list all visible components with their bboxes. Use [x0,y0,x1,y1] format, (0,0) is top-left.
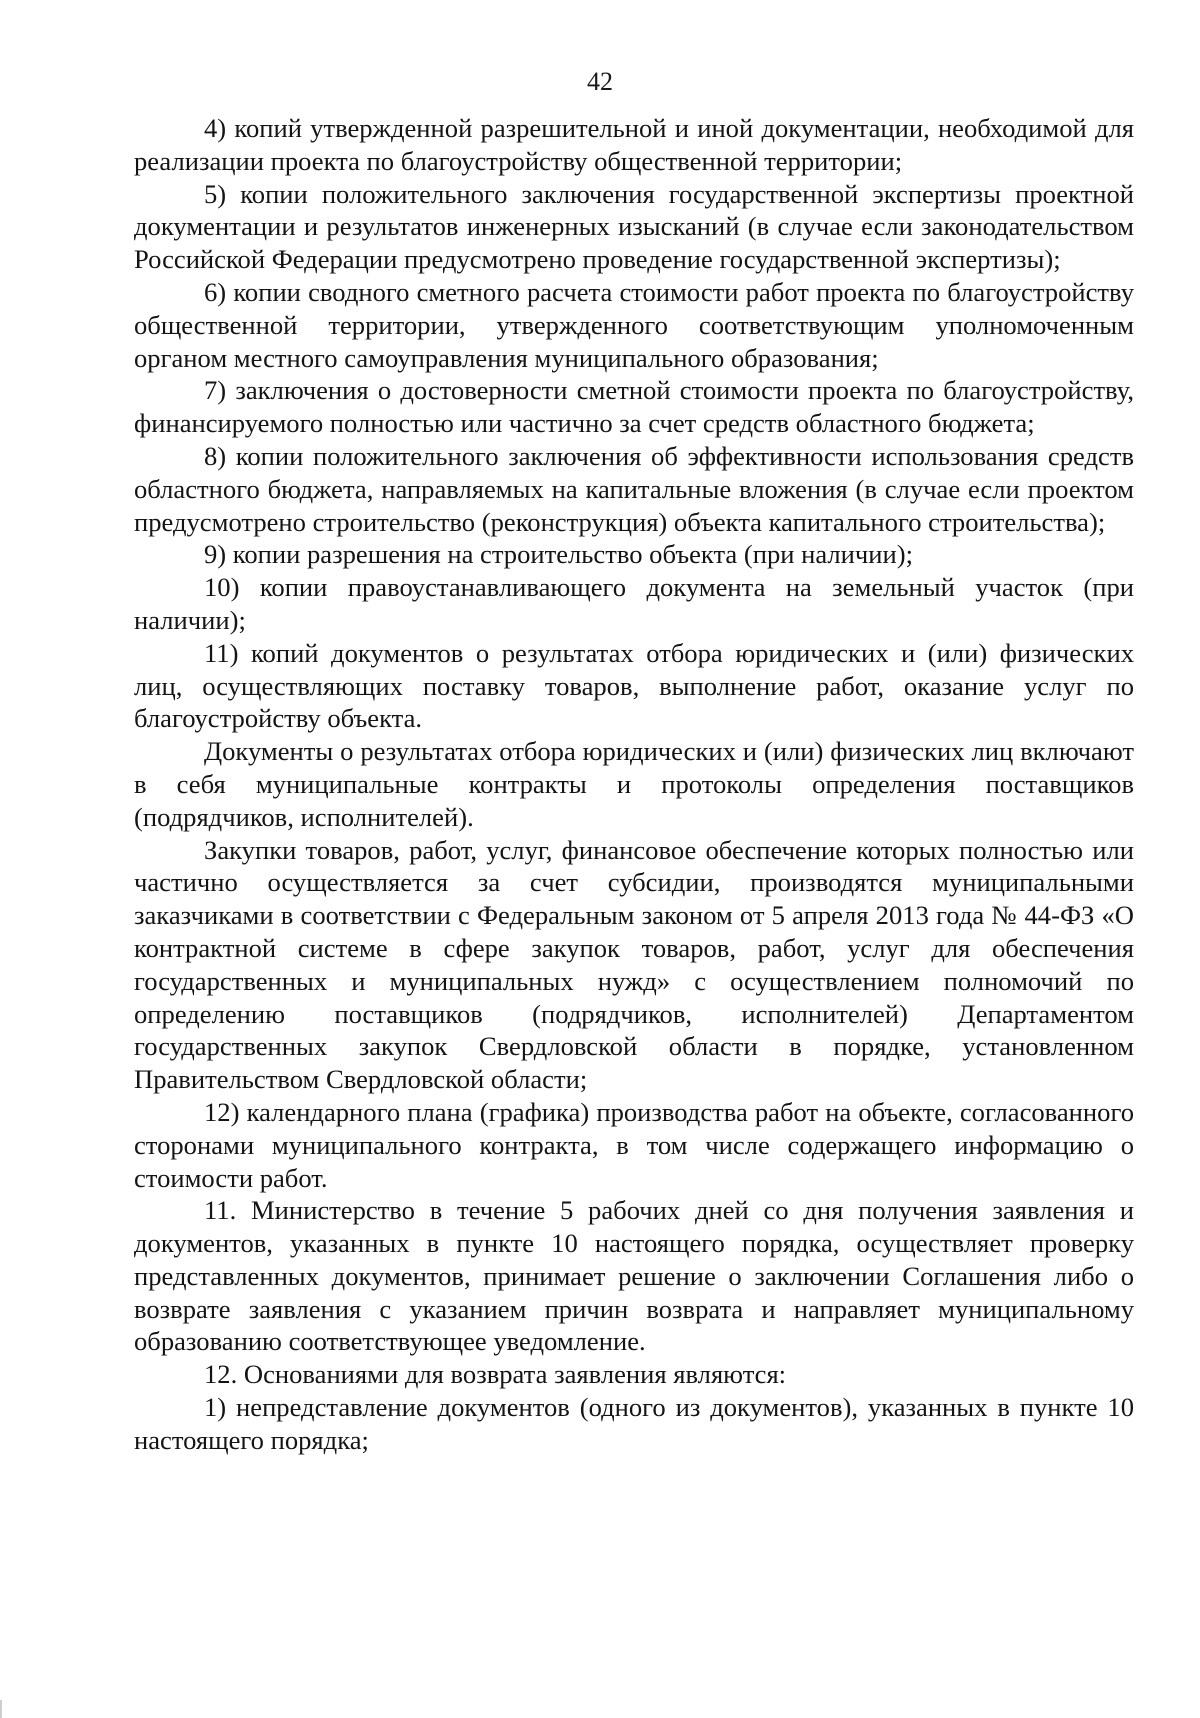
paragraph-item-5: 5) копии положительного заключения государственной экспертизы проектной документации и результатов инженерных изысканий (в случае если законодательством Российской Федерации предусмотрено проведение государственной экспертизы); [134,178,1134,275]
page-number: 42 [587,67,613,96]
paragraph-clause-12: 12. Основаниями для возврата заявления являются: [204,1359,787,1390]
paragraph-item-9: 9) копии разрешения на строительство объекта (при наличии); [204,539,913,570]
paragraph-item-8: 8) копии положительного заключения об эффективности использования средств областного бюджета, направляемых на капитальные вложения (в случае если проектом предусмотрено строительство (реконструкция) объекта капитального строительства); [134,440,1134,537]
paragraph-item-12: 12) календарного плана (графика) производства работ на объекте, согласованного сторонами муниципального контракта, в том числе содержащего информацию о стоимости работ. [134,1096,1134,1193]
paragraph-clause-11: 11. Министерство в течение 5 рабочих дней со дня получения заявления и документов, указанных в пункте 10 настоящего порядка, осуществляет проверку представленных документов, принимает решение о заключении Соглашения либо о возврате заявления с указанием причин возврата и направляет муниципальному образованию соответствующее уведомление. [134,1195,1134,1357]
paragraph-item-4: 4) копий утвержденной разрешительной и иной документации, необходимой для реализации проекта по благоустройству общественной территории; [134,113,1134,176]
paragraph-item-10: 10) копии правоустанавливающего документа на земельный участок (при наличии); [134,572,1134,635]
paragraph-selection-documents: Документы о результатах отбора юридических и (или) физических лиц включают в себя муниципальные контракты и протоколы определения поставщиков (подрядчиков, исполнителей). [134,736,1134,832]
paragraph-item-6: 6) копии сводного сметного расчета стоимости работ проекта по благоустройству общественной территории, утвержденного соответствующим уполномоченным органом местного самоуправления муниципального образования; [134,276,1134,373]
paragraph-procurement: Закупки товаров, работ, услуг, финансовое обеспечение которых полностью или частично осуществляется за счет субсидии, производятся муниципальными заказчиками в соответствии с Федеральным законом от 5 апреля 2013 года № 44-ФЗ «О контрактной системе в сфере закупок товаров, работ, услуг для обеспечения государственных и муниципальных нужд» с осуществлением полномочий по определению поставщиков (подрядчиков, исполнителей) Департаментом государственных закупок Свердловской области в порядке, установленном Правительством Свердловской области; [134,834,1134,1095]
document-body [134,112,1134,1457]
paragraph-clause-12-item-1: 1) непредставление документов (одного из документов), указанных в пункте 10 настоящего порядка; [134,1392,1134,1455]
paragraph-item-7: 7) заключения о достоверности сметной стоимости проекта по благоустройству, финансируемого полностью или частично за счет средств областного бюджета; [134,375,1134,439]
paragraph-item-11: 11) копий документов о результатах отбора юридических и (или) физических лиц, осуществляющих поставку товаров, выполнение работ, оказание услуг по благоустройству объекта. [134,637,1134,734]
scan-edge-mark [0,1700,2,1718]
